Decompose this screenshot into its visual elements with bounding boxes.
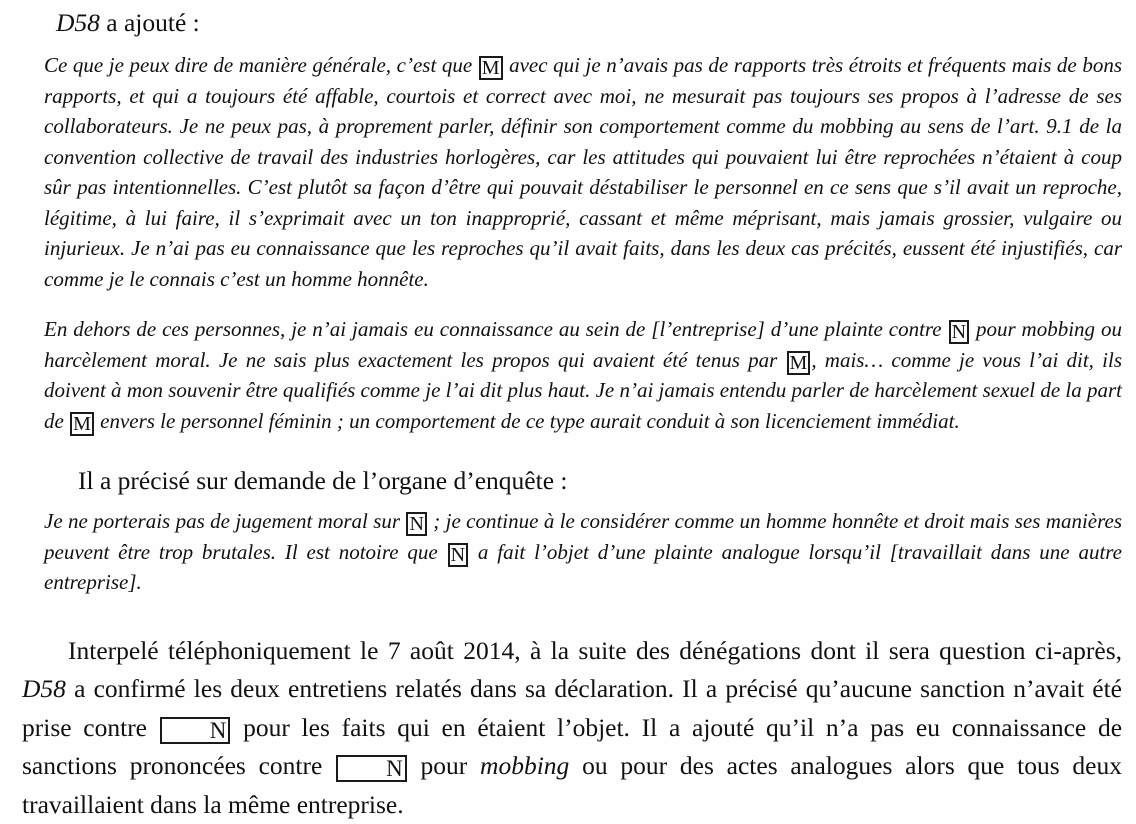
redaction-box-icon: M xyxy=(787,351,811,375)
final-part1: Interpelé téléphoniquement le 7 août 2014, à la suite des dénégations dont il sera question ci-après, xyxy=(68,636,1122,665)
quote2-part2: pour mobbing ou harcèlement moral. Je ne sais plus exactement les propos qui avaient été tenus par xyxy=(44,317,1122,372)
quote3-part1: Je ne porterais pas de jugement moral sur xyxy=(44,509,405,533)
interjection-line: Il a précisé sur demande de l’organe d’enquête : xyxy=(22,462,1126,500)
spacer xyxy=(22,618,1126,632)
testimony-quote-3 xyxy=(22,506,1126,598)
lead-in-line-1 xyxy=(22,4,1126,42)
quote3-part3: a fait l’objet d’une plainte analogue lorsqu’il [ xyxy=(469,540,898,564)
testimony-quote-1 xyxy=(22,50,1126,294)
final-part4: pour xyxy=(408,751,480,780)
redaction-box-icon: N xyxy=(448,543,468,567)
quote1-part2: avec qui je n’avais pas de rapports très étroits et fréquents mais de bons rapports, et qui a toujours été affable, courtois et correct avec moi, ne mesurait pas toujours ses propos à l’adresse de ses collaborateurs. Je ne peux pas, à proprement parler, définir son comportement comme du mobbing au sens de l’art. 9.1 de la convention collective de travail des industries horlogères, car les attitudes qui pouvaient lui être reprochées n’étaient à coup sûr pas intentionnelles. C’est plutôt sa façon d’être qui pouvait déstabiliser le personnel en ce sens que s’il avait un reproche, légitime, à lui faire, il s’exprimait avec un ton inapproprié, cassant et même méprisant, mais jamais grossier, vulgaire ou injurieux. Je n’ai pas eu connaissance que les reproches qu’il avait faits, dans les deux cas précités, eussent été injustifiés, car comme je le connais c’est un homme honnête. xyxy=(44,53,1122,291)
final-paragraph xyxy=(22,632,1126,824)
redaction-box-icon: N xyxy=(336,755,407,782)
quote2-part3: , mais… comme je vous l’ai dit, ils doivent à mon souvenir être qualifiés comme je l’ai dit plus haut. Je n’ai jamais entendu parler de harcèlement sexuel de la part de xyxy=(44,348,1122,433)
bracketed-note: travaillait dans une autre entreprise xyxy=(44,540,1122,595)
speaker-code: D58 xyxy=(56,8,100,37)
quote3-part4: ]. xyxy=(128,570,141,594)
quote2-part4: envers le personnel féminin ; un comportement de ce type aurait conduit à son licenciement immédiat. xyxy=(95,409,960,433)
quote3-part2: ; je continue à le considérer comme un homme honnête et droit mais ses manières peuvent être trop brutales. Il est notoire que xyxy=(44,509,1122,564)
final-part2: a confirmé les deux entretiens relatés dans sa déclaration. Il a précisé qu’aucune sanction n’avait été prise contre xyxy=(22,674,1122,742)
lead-in-text: a ajouté : xyxy=(100,8,200,37)
quote2-part1: En dehors de ces personnes, je n’ai jamais eu connaissance au sein de [l’entreprise] d’une plainte contre xyxy=(44,317,948,341)
redaction-box-icon: N xyxy=(949,320,969,344)
speaker-code: D58 xyxy=(22,674,66,703)
redaction-box-icon: M xyxy=(70,412,94,436)
redaction-box-icon: N xyxy=(160,717,231,744)
quote1-part1: Ce que je peux dire de manière générale, c’est que xyxy=(44,53,478,77)
redaction-box-icon: N xyxy=(406,512,426,536)
emphasis-term: mobbing xyxy=(480,751,569,780)
final-part3: pour les faits qui en étaient l’objet. Il a ajouté qu’il n’a pas eu connaissance de sanctions prononcées contre xyxy=(22,713,1122,781)
final-part5: ou pour des actes analogues alors que tous deux travaillaient dans la même entreprise. xyxy=(22,751,1122,819)
testimony-quote-2 xyxy=(22,314,1126,436)
redaction-box-icon: M xyxy=(479,56,503,80)
